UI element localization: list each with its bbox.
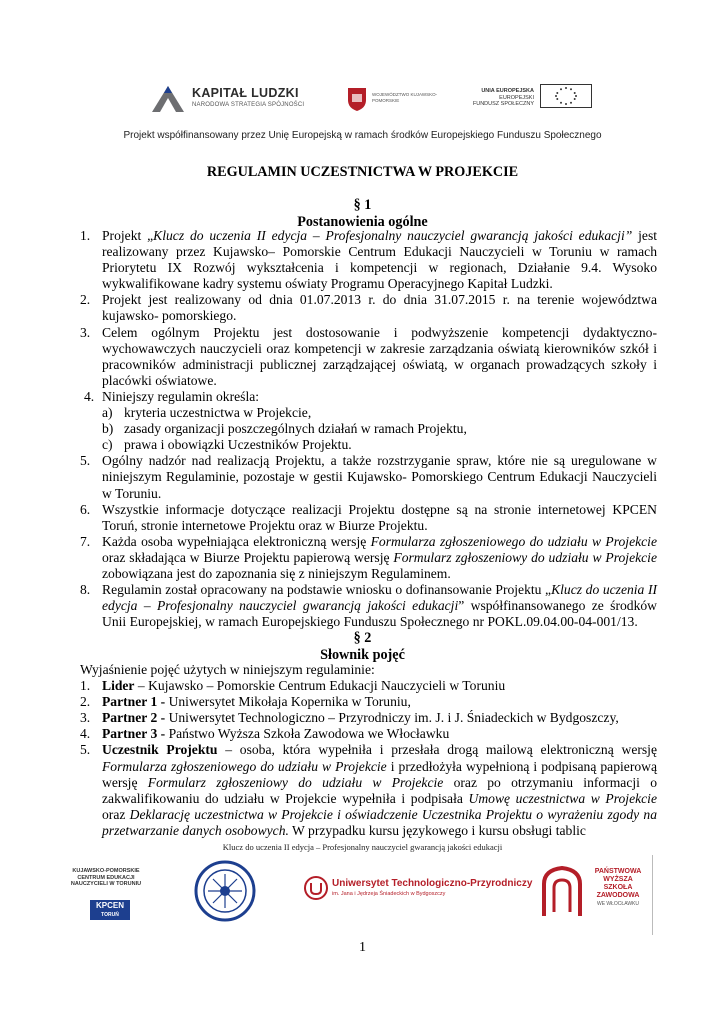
eu-logo xyxy=(456,84,601,116)
declaration-name-italic: Deklarację uczestnictwa w Projekcie i oświadczenie Uczestnika Projektu o wyrażeniu zgody na przetwarzanie danych osobowych. xyxy=(102,806,657,838)
section-1-list xyxy=(80,228,657,630)
form-name-italic: Formularza zgłoszeniowego do udziału w Projekcie xyxy=(370,533,657,549)
term-bold: Uczestnik Projektu xyxy=(102,742,218,758)
utp-name: Uniwersytet Technologiczno-Przyrodniczy xyxy=(332,878,533,889)
item-text: oraz po otrzymaniu informacji o zakwalifikowaniu do udziału w Projekcie wypełniła i podpisała xyxy=(102,774,657,806)
item-text: Projekt „ xyxy=(102,228,154,243)
list-item xyxy=(80,292,657,324)
item-text: – Kujawsko – Pomorskie Centrum Edukacji Nauczycieli w Toruniu xyxy=(134,678,506,694)
list-item xyxy=(80,710,657,726)
eu-line-2: EUROPEJSKI xyxy=(499,94,534,101)
item-number: 1. xyxy=(80,228,91,243)
item-number: 8. xyxy=(80,582,91,598)
section-1-header xyxy=(0,197,725,231)
item-text: Każda osoba wypełniająca elektroniczną wersję xyxy=(102,533,371,549)
project-name-italic: Klucz do uczenia II edycja – Profesjonalny nauczyciel gwarancją jakości edukacji” xyxy=(153,228,633,243)
item-text: Celem ogólnym Projektu jest dostosowanie i podwyższenie kompetencji dydaktyczno-wychowawczych nauczycieli oraz kompetencji w zakresie zarządzania oświatą kierowników szkół i pracowników administracji publicznej zarządzającej oświatą, w organach prowadzących szkoły i placówki oświatowe. xyxy=(102,324,657,388)
item-text: zasady organizacji poszczególnych działań w ramach Projektu, xyxy=(124,421,467,437)
wojewodztwo-text: WOJEWÓDZTWO KUJAWSKO-POMORSKIE xyxy=(372,92,438,103)
section-1-heading: Postanowienia ogólne xyxy=(297,214,428,230)
contract-name-italic: Umowę uczestnictwa w Projekcie xyxy=(468,790,657,806)
sub-list-item xyxy=(80,421,657,437)
coat-of-arms-icon xyxy=(346,86,368,112)
kapital-ludzki-logo xyxy=(150,80,320,118)
eu-line-1: UNIA EUROPEJSKA xyxy=(481,88,534,94)
term-bold: Lider xyxy=(102,678,135,694)
item-letter: b) xyxy=(102,421,114,437)
item-number: 5. xyxy=(80,742,91,758)
list-item xyxy=(80,742,657,839)
form-name-italic: Formularz zgłoszeniowy do udziału w Projekcie xyxy=(147,774,444,790)
cofinancing-note: Projekt współfinansowany przez Unię Europejską w ramach środków Europejskiego Funduszu Społecznego xyxy=(123,130,602,141)
kpcen-city: TORUŃ xyxy=(101,912,119,918)
list-item xyxy=(80,325,657,389)
item-number: 2. xyxy=(80,292,91,308)
pwsz-mark-icon xyxy=(540,864,584,920)
utp-mark-icon xyxy=(304,876,328,900)
item-text: Państwo Wyższa Szkoła Zawodowa we Włocławku xyxy=(165,726,450,742)
list-item xyxy=(80,534,657,582)
list-item xyxy=(80,582,657,630)
kpcen-text: KUJAWSKO-POMORSKIE CENTRUM EDUKACJI NAUCZYCIELI W TORUNIU xyxy=(70,868,142,887)
item-text: Uniwersytet Technologiczno – Przyrodniczy im. J. i J. Śniadeckich w Bydgoszczy, xyxy=(165,710,619,726)
list-item xyxy=(80,694,657,710)
section-2-list xyxy=(80,678,657,839)
item-text: kryteria uczestnictwa w Projekcie, xyxy=(124,405,312,421)
item-text: zobowiązana jest do zapoznania się z niniejszym Regulaminem. xyxy=(102,565,451,581)
utp-subtitle: im. Jana i Jędrzeja Śniadeckich w Bydgoszczy xyxy=(332,891,446,897)
item-text: – osoba, która wypełniła i przesłała drogą mailową elektroniczną wersję xyxy=(217,742,657,758)
section-2-sign: § 2 xyxy=(353,630,372,646)
sub-list-item xyxy=(80,437,657,453)
header-logos xyxy=(150,80,600,118)
eu-line-3: FUNDUSZ SPOŁECZNY xyxy=(472,101,534,107)
section-2-intro: Wyjaśnienie pojęć użytych w niniejszym regulaminie: xyxy=(80,662,375,677)
term-bold: Partner 1 - xyxy=(102,694,166,710)
list-item xyxy=(80,726,657,742)
project-name-italic: Klucz do uczenia II edycja – Profesjonalny nauczyciel gwarancją jakości edukacji xyxy=(102,582,657,614)
sub-list-item xyxy=(80,405,657,421)
item-letter: a) xyxy=(102,405,113,421)
section-2-header xyxy=(0,630,725,664)
list-item xyxy=(80,678,657,694)
item-number: 3. xyxy=(80,710,91,726)
item-number: 4. xyxy=(80,726,91,742)
kapital-ludzki-mark-icon xyxy=(150,84,186,114)
pwsz-name xyxy=(590,868,646,908)
pwsz-name-text: PAŃSTWOWA WYŻSZA SZKOŁA ZAWODOWA xyxy=(594,868,642,899)
item-text: Projekt jest realizowany od dnia 01.07.2013 r. do dnia 31.07.2015 r. na terenie województwa kujawsko- pomorskiego. xyxy=(102,292,657,324)
eu-flag-icon xyxy=(540,84,592,108)
list-item xyxy=(80,389,657,405)
item-number: 5. xyxy=(80,453,91,469)
item-number: 7. xyxy=(80,533,91,549)
eu-text xyxy=(456,88,534,108)
item-text: oraz składająca w Biurze Projektu papierową wersję xyxy=(102,549,394,565)
item-number: 1. xyxy=(80,678,91,694)
wojewodztwo-logo xyxy=(346,86,446,114)
footer-project-name: Klucz do uczenia II edycja – Profesjonalny nauczyciel gwarancją jakości edukacji xyxy=(222,842,503,852)
item-number: 2. xyxy=(80,694,91,710)
item-text: Uniwersytet Mikołaja Kopernika w Toruniu, xyxy=(165,694,411,710)
item-text: W przypadku kursu językowego i kursu obsługi tablic xyxy=(288,822,586,838)
list-item xyxy=(80,453,657,501)
list-item xyxy=(80,228,657,292)
document-title: REGULAMIN UCZESTNICTWA W PROJEKCIE xyxy=(206,164,519,180)
kapital-ludzki-subtitle: NARODOWA STRATEGIA SPÓJNOŚCI xyxy=(192,102,305,108)
item-number: 3. xyxy=(80,324,91,340)
section-2-heading: Słownik pojęć xyxy=(320,647,405,663)
term-bold: Partner 2 - xyxy=(102,710,166,726)
kpcen-logo xyxy=(66,868,146,918)
item-text: Regulamin został opracowany na podstawie wniosku o dofinansowanie Projektu „ xyxy=(102,582,552,598)
item-text: prawa i obowiązki Uczestników Projektu. xyxy=(124,437,352,453)
item-number: 6. xyxy=(80,501,91,517)
item-text: jest realizowany przez Kujawsko– Pomorskie Centrum Edukacji Nauczycieli w Toruniu w ramach Priorytetu IX Rozwój wykształcenia i kompetencji w regionach, Działanie 9.4. Wysoko wykwalifikowane kadry systemu oświaty Programu Operacyjnego Kapitał Ludzki. xyxy=(102,228,658,292)
section-1-body xyxy=(80,228,657,630)
term-bold: Partner 3 - xyxy=(102,726,166,742)
pwsz-city: WE WŁOCŁAWKU xyxy=(596,901,640,907)
page-number: 1 xyxy=(359,940,366,955)
section-1-sign: § 1 xyxy=(353,197,372,213)
footer-logos xyxy=(66,860,656,930)
item-text: Ogólny nadzór nad realizacją Projektu, a także rozstrzyganie spraw, które nie są uregulowane w niniejszym Regulaminie, pozostaje w gestii Kujawsko- Pomorskiego Centrum Edukacji Nauczycieli w Toruniu. xyxy=(102,453,657,501)
kpcen-badge xyxy=(90,900,130,920)
form-name-italic: Formularz zgłoszeniowy do udziału w Projekcie xyxy=(393,549,657,565)
item-number: 4. xyxy=(84,388,95,404)
list-item xyxy=(80,502,657,534)
item-letter: c) xyxy=(102,437,113,453)
item-text: Niniejszy regulamin określa: xyxy=(102,388,260,404)
item-text: i przedłożyła wypełnioną i podpisaną papierową wersję xyxy=(102,758,658,790)
utp-logo xyxy=(304,874,534,906)
item-text: ” współfinansowanego ze środków Unii Europejskiej, w ramach Europejskiego Funduszu Społecznego nr POKL.09.04.00-04-001/13. xyxy=(102,598,657,630)
kapital-ludzki-title: KAPITAŁ LUDZKI xyxy=(192,86,299,100)
form-name-italic: Formularza zgłoszeniowego do udziału w Projekcie xyxy=(102,758,387,774)
item-text: Wszystkie informacje dotyczące realizacji Projektu dostępne są na stronie internetowej KPCEN Toruń, stronie internetowe Projektu oraz w Biurze Projektu. xyxy=(102,501,657,533)
item-text: oraz xyxy=(102,806,130,822)
pwsz-logo xyxy=(540,864,650,922)
umk-seal-icon xyxy=(194,860,256,922)
section-2-body xyxy=(80,662,657,839)
kpcen-badge-label: KPCEN xyxy=(95,901,124,910)
